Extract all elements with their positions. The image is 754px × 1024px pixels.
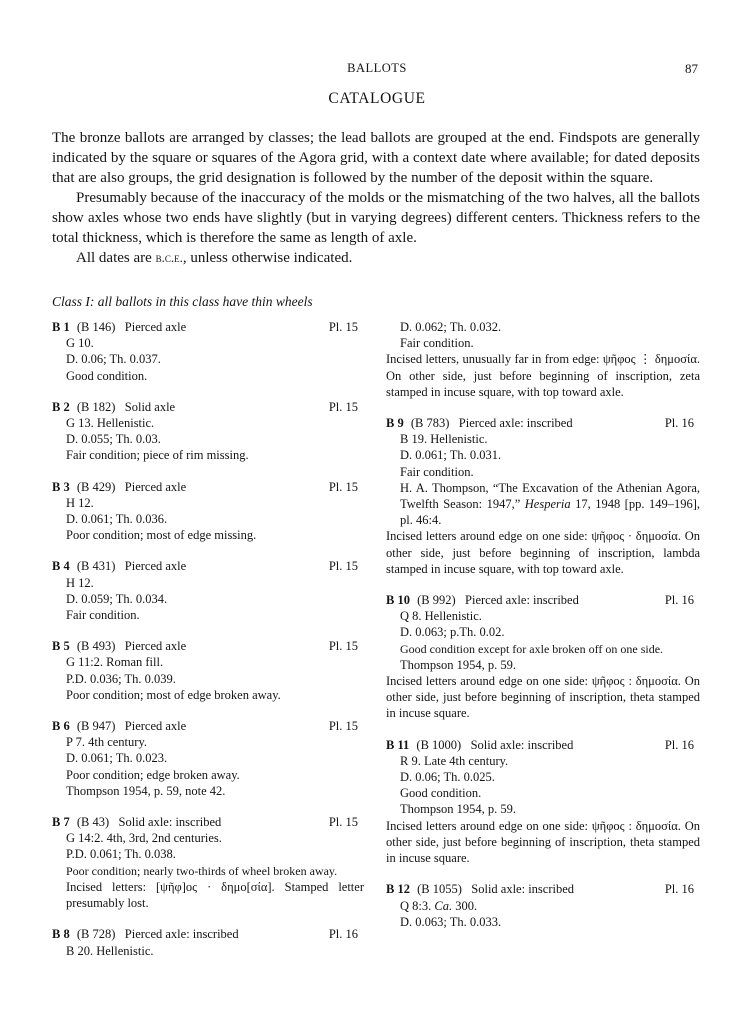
inventory-number: (B 431) <box>76 559 116 574</box>
catalogue-column-left <box>52 319 364 974</box>
entry-id: B 10 <box>386 593 410 608</box>
plate-reference: Pl. 15 <box>328 399 358 414</box>
catalogue-entry <box>386 592 700 722</box>
journal-title: Hesperia <box>524 497 571 512</box>
entry-detail: D. 0.055; Th. 0.03. <box>66 432 161 447</box>
plate-reference: Pl. 15 <box>328 719 358 734</box>
entry-description: Solid axle <box>124 399 176 414</box>
entry-id: B 3 <box>52 479 70 494</box>
catalogue-entry <box>52 319 364 384</box>
entry-detail: Poor condition; most of edge broken away. <box>66 687 281 702</box>
entry-detail: D. 0.062; Th. 0.032. <box>400 320 502 334</box>
entry-description: Pierced axle <box>124 719 187 734</box>
class-heading: Class I: all ballots in this class have thin wheels <box>52 294 313 309</box>
entry-description: Pierced axle <box>124 320 187 334</box>
catalogue-entry <box>52 814 364 911</box>
entry-detail: G 10. <box>66 336 94 351</box>
entry-detail: Poor condition; nearly two-thirds of wheel broken away. <box>66 863 338 878</box>
entry-id: B 1 <box>52 320 70 334</box>
inventory-number: (B 783) <box>410 416 450 431</box>
entry-note: Incised letters: [ψῆφ]ος · δημο[σία]. Stamped letter presumably lost. <box>66 879 364 911</box>
entry-detail: Poor condition; most of edge missing. <box>66 528 257 543</box>
entry-heading <box>52 926 364 942</box>
entry-detail: R 9. Late 4th century. <box>400 753 509 768</box>
entry-id: B 5 <box>52 639 70 654</box>
entry-description: Pierced axle <box>124 559 187 574</box>
inventory-number: (B 728) <box>76 927 116 942</box>
entry-detail: D. 0.059; Th. 0.034. <box>66 591 168 606</box>
entry-heading <box>52 399 364 415</box>
plate-reference: Pl. 16 <box>328 927 358 942</box>
entry-heading <box>52 319 364 335</box>
entry-detail: B 20. Hellenistic. <box>66 943 154 958</box>
entry-detail: Good condition except for axle broken off on one side. <box>400 641 664 656</box>
entry-detail: G 14:2. 4th, 3rd, 2nd centuries. <box>66 831 222 846</box>
section-title: CATALOGUE <box>328 90 426 107</box>
plate-reference: Pl. 15 <box>328 559 358 574</box>
entry-heading <box>386 415 700 431</box>
catalogue-entry <box>386 737 700 867</box>
catalogue-entry <box>52 399 364 464</box>
entry-description: Pierced axle: inscribed <box>465 593 579 608</box>
entry-detail: D. 0.063; p.Th. 0.02. <box>400 625 505 640</box>
inventory-number: (B 947) <box>76 719 116 734</box>
entry-detail: D. 0.06; Th. 0.037. <box>66 352 161 367</box>
era-abbreviation: b.c.e. <box>155 250 183 265</box>
entry-description: Solid axle: inscribed <box>470 737 574 752</box>
entry-description: Pierced axle: inscribed <box>124 927 239 942</box>
entry-id: B 9 <box>386 416 404 431</box>
entry-detail: Good condition. <box>66 368 148 383</box>
entry-heading <box>52 718 364 734</box>
plate-reference: Pl. 15 <box>328 815 358 830</box>
entry-id: B 11 <box>386 737 410 752</box>
catalogue-entry <box>386 415 700 577</box>
entry-heading <box>386 881 700 897</box>
entry-description: Pierced axle: inscribed <box>458 416 573 431</box>
intro-paragraph: All dates are b.c.e., unless otherwise indicated. <box>76 250 353 266</box>
entry-detail: P.D. 0.061; Th. 0.038. <box>66 847 176 862</box>
entry-detail: Poor condition; edge broken away. <box>66 767 240 782</box>
catalogue-entry <box>386 881 700 930</box>
entry-detail: D. 0.061; Th. 0.036. <box>66 512 168 527</box>
intro-paragraph: The bronze ballots are arranged by classes; the lead ballots are grouped at the end. Findspots are generally indicated by the square or squares of the Agora grid, with a context date where available; for dated deposits that are also groups, the grid designation is followed by the number of the deposit within the square. <box>52 130 700 186</box>
plate-reference: Pl. 16 <box>664 416 694 431</box>
plate-reference: Pl. 16 <box>664 882 694 897</box>
entry-description: Solid axle: inscribed <box>471 882 575 897</box>
entry-heading <box>386 592 700 608</box>
intro-text <box>52 128 700 268</box>
entry-detail: B 19. Hellenistic. <box>400 432 488 447</box>
entry-heading <box>52 479 364 495</box>
entry-detail: P.D. 0.036; Th. 0.039. <box>66 671 176 686</box>
inventory-number: (B 992) <box>417 593 456 608</box>
entry-id: B 8 <box>52 927 70 942</box>
page-number: 87 <box>685 61 698 76</box>
entry-detail: G 13. Hellenistic. <box>66 416 155 431</box>
plate-reference: Pl. 15 <box>328 479 358 494</box>
inventory-number: (B 1000) <box>416 737 462 752</box>
entry-heading <box>52 814 364 830</box>
entry-detail: Thompson 1954, p. 59. <box>400 802 516 817</box>
bibliography-reference: H. A. Thompson, “The Excavation of the Athenian Agora, Twelfth Season: 1947,” Hesperia 17, 1948 [pp. 149–196], pl. 46:4. <box>400 480 701 528</box>
entry-detail: G 11:2. Roman fill. <box>66 655 164 670</box>
entry-heading <box>386 737 700 753</box>
entry-note: Incised letters around edge on one side: ψῆφος · δημοσία. On other side, just before beginning of inscription, lambda stamped in incuse square, with top toward axle. <box>386 529 700 576</box>
catalogue-entry <box>52 479 364 544</box>
entry-id: B 12 <box>386 882 410 897</box>
entry-heading <box>52 558 364 574</box>
entry-detail: D. 0.061; Th. 0.031. <box>400 448 502 463</box>
catalogue-entry <box>52 926 364 958</box>
entry-note: Incised letters, unusually far in from edge: ψῆφος ⋮ δημοσία. On other side, just before beginning of inscription, zeta stamped in incuse square, with top toward axle. <box>386 352 700 399</box>
plate-reference: Pl. 15 <box>328 320 358 334</box>
entry-detail: Q 8:3. Ca. 300. <box>400 898 478 913</box>
catalogue-entry-continued <box>386 319 700 400</box>
catalogue-column-right <box>386 319 700 945</box>
inventory-number: (B 146) <box>76 320 116 334</box>
entry-detail: Q 8. Hellenistic. <box>400 609 482 624</box>
catalogue-entry <box>52 558 364 623</box>
entry-heading <box>52 638 364 654</box>
entry-detail: Thompson 1954, p. 59, note 42. <box>66 783 226 798</box>
inventory-number: (B 493) <box>76 639 116 654</box>
inventory-number: (B 1055) <box>417 882 462 897</box>
inventory-number: (B 43) <box>76 815 110 830</box>
entry-id: B 6 <box>52 719 70 734</box>
entry-detail: Fair condition; piece of rim missing. <box>66 448 249 463</box>
entry-detail: Fair condition. <box>66 608 140 623</box>
entry-detail: Fair condition. <box>400 336 474 351</box>
entry-detail: D. 0.06; Th. 0.025. <box>400 770 495 785</box>
plate-reference: Pl. 16 <box>664 737 694 752</box>
entry-note: Incised letters around edge on one side: ψῆφος : δημοσία. On other side, just before beginning of inscription, theta stamped in incuse square. <box>386 674 700 721</box>
running-head: BALLOTS <box>347 61 407 75</box>
plate-reference: Pl. 16 <box>664 593 694 608</box>
entry-detail: P 7. 4th century. <box>66 735 148 750</box>
entry-description: Pierced axle <box>124 639 187 654</box>
entry-id: B 2 <box>52 399 70 414</box>
plate-reference: Pl. 15 <box>328 639 358 654</box>
entry-id: B 7 <box>52 815 70 830</box>
entry-description: Solid axle: inscribed <box>118 815 222 830</box>
inventory-number: (B 182) <box>76 399 116 414</box>
entry-note: Incised letters around edge on one side: ψῆφος : δημοσία. On other side, just before beginning of inscription, theta stamped in incuse square. <box>386 818 700 866</box>
entry-id: B 4 <box>52 559 70 574</box>
entry-detail: D. 0.063; Th. 0.033. <box>400 914 502 929</box>
entry-detail: H 12. <box>66 575 94 590</box>
entry-detail: Good condition. <box>400 786 482 801</box>
entry-description: Pierced axle <box>124 479 187 494</box>
catalogue-entry <box>52 638 364 703</box>
catalogue-entry <box>52 718 364 799</box>
entry-detail: Thompson 1954, p. 59. <box>400 657 516 672</box>
entry-detail: D. 0.061; Th. 0.023. <box>66 751 168 766</box>
intro-paragraph: Presumably because of the inaccuracy of the molds or the mismatching of the two halves, all the ballots show axles whose two ends have slightly (but in varying degrees) different centers. Thickness refers to the total thickness, which is therefore the same as length of axle. <box>52 190 700 246</box>
inventory-number: (B 429) <box>76 479 116 494</box>
entry-detail: H 12. <box>66 495 94 510</box>
entry-detail: Fair condition. <box>400 464 474 479</box>
